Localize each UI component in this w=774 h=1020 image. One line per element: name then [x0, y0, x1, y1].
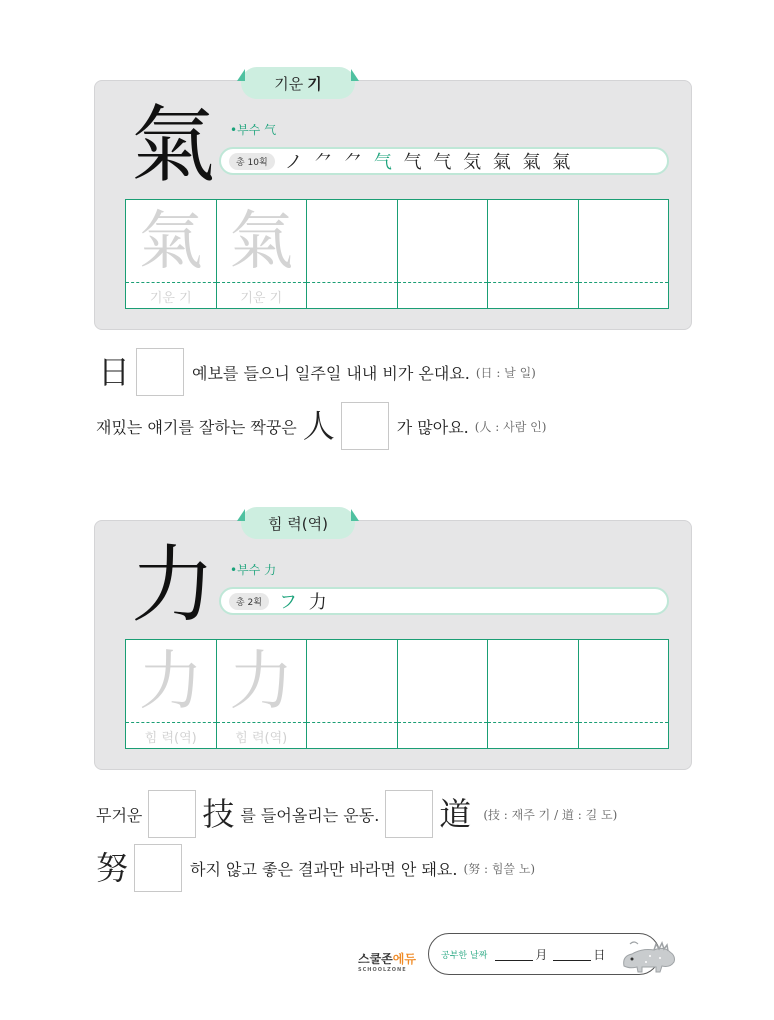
- character-title-tab: [241, 67, 355, 99]
- sentence-note: (日 : 날 일): [475, 365, 536, 380]
- sentence-text: 하지 않고 좋은 결과만 바라면 안 돼요.: [190, 859, 458, 879]
- sentence-hanja: 技: [202, 795, 235, 833]
- blank-cell[interactable]: [307, 200, 398, 308]
- guide-line: [307, 722, 397, 723]
- stroke-sequence-before: ノ ⺈ ⺈: [284, 152, 366, 173]
- stroke-sequence-highlight: 气: [373, 152, 395, 173]
- trace-character: 氣: [229, 205, 294, 279]
- tab-sound: 기: [307, 74, 322, 93]
- sentence-hanja: 日: [98, 353, 131, 391]
- blank-cell[interactable]: [488, 640, 579, 748]
- main-character: 力: [131, 536, 216, 634]
- trace-label: 기운 기: [240, 291, 283, 306]
- sentence-hanja: 人: [302, 407, 335, 445]
- tab-text: 힘 력(역): [268, 514, 328, 533]
- sentence-3: [96, 790, 617, 838]
- sentence-2: [96, 402, 546, 450]
- logo-edu: 에듀: [392, 952, 416, 966]
- guide-line: [488, 282, 578, 283]
- logo-sub: SCHOOLZONE: [358, 967, 407, 973]
- trace-cell[interactable]: [126, 200, 217, 308]
- guide-line: [398, 282, 488, 283]
- guide-line: [398, 722, 488, 723]
- guide-line: [126, 722, 216, 723]
- sentence-hanja: 努: [96, 849, 129, 887]
- blank-cell[interactable]: [398, 200, 489, 308]
- stroke-sequence-highlight: フ: [278, 592, 300, 613]
- sentence-text-after: 가 많아요.: [396, 417, 469, 437]
- sentence-hanja-2: 道: [439, 795, 472, 833]
- writing-grid: [125, 639, 669, 749]
- sentence-text-mid: 를 들어올리는 운동.: [240, 805, 380, 825]
- schoolzone-logo: [358, 950, 416, 973]
- month-label: 月: [535, 947, 548, 962]
- radical-label: •부수 力: [230, 563, 277, 577]
- sentence-1: [96, 348, 536, 396]
- blank-cell[interactable]: [579, 640, 669, 748]
- trace-cell[interactable]: [126, 640, 217, 748]
- guide-line: [488, 722, 578, 723]
- guide-line: [217, 722, 307, 723]
- guide-line: [217, 282, 307, 283]
- sentence-note: (努 : 힘쓸 노): [463, 861, 536, 876]
- day-input[interactable]: [553, 948, 591, 961]
- sentence-4: [96, 844, 535, 892]
- stroke-count: 총 2획: [229, 593, 269, 610]
- day-label: 日: [593, 947, 606, 962]
- answer-box[interactable]: [136, 348, 184, 396]
- writing-grid: [125, 199, 669, 309]
- character-title-tab: [241, 507, 355, 539]
- stroke-sequence: [285, 148, 574, 174]
- radical-label: •부수 气: [230, 123, 277, 137]
- guide-line: [579, 282, 669, 283]
- dinosaur-icon: [620, 936, 678, 980]
- study-date-label: 공부한 날짜: [441, 950, 488, 961]
- guide-line: [579, 722, 669, 723]
- guide-line: [307, 282, 397, 283]
- month-input[interactable]: [495, 948, 533, 961]
- sentence-note: (技 : 재주 기 / 道 : 길 도): [483, 807, 618, 822]
- logo-main: 스쿨존: [358, 952, 393, 966]
- blank-cell[interactable]: [579, 200, 669, 308]
- character-card-ryeok: [94, 514, 692, 770]
- trace-cell[interactable]: [217, 640, 308, 748]
- stroke-order-bar: [219, 587, 669, 615]
- trace-label: 힘 력(역): [144, 731, 197, 746]
- tab-meaning: 기운: [274, 74, 304, 93]
- answer-box[interactable]: [148, 790, 196, 838]
- main-character: 氣: [131, 96, 216, 194]
- answer-box[interactable]: [385, 790, 433, 838]
- trace-label: 힘 력(역): [235, 731, 288, 746]
- guide-line: [126, 282, 216, 283]
- blank-cell[interactable]: [398, 640, 489, 748]
- trace-cell[interactable]: [217, 200, 308, 308]
- character-card-gi: [94, 74, 692, 330]
- blank-cell[interactable]: [307, 640, 398, 748]
- blank-cell[interactable]: [488, 200, 579, 308]
- trace-label: 기운 기: [149, 291, 192, 306]
- trace-character: 力: [138, 645, 203, 719]
- sentence-text-before: 재밌는 얘기를 잘하는 짝꿍은: [96, 417, 297, 437]
- stroke-sequence: [279, 588, 330, 614]
- answer-box[interactable]: [134, 844, 182, 892]
- sentence-text: 예보를 들으니 일주일 내내 비가 온대요.: [192, 363, 470, 383]
- stroke-sequence-after: 力: [308, 592, 330, 613]
- trace-character: 氣: [138, 205, 203, 279]
- stroke-count: 총 10획: [229, 153, 275, 170]
- sentence-text-before: 무거운: [96, 805, 143, 825]
- trace-character: 力: [229, 645, 294, 719]
- answer-box[interactable]: [341, 402, 389, 450]
- stroke-order-bar: [219, 147, 669, 175]
- sentence-note: (人 : 사람 인): [474, 419, 547, 434]
- stroke-sequence-after: 气 气 気 氣 氣 氣: [403, 152, 574, 173]
